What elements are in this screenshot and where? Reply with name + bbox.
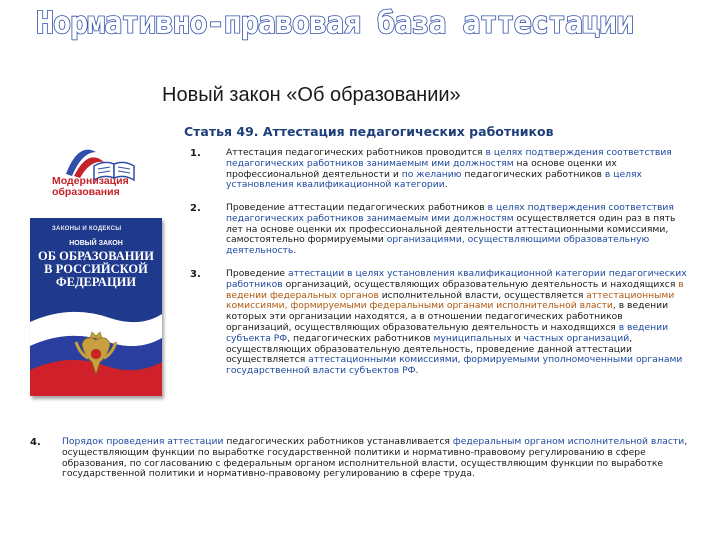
item-3-part1: Проведение — [226, 268, 288, 279]
item-3-part4: , в ведении которых эти организации находятся, а в отношении педагогических работников организаций, осуществляющих образовательную деятельность и находящихся — [226, 300, 669, 333]
article-heading: Статья 49. Аттестация педагогических работников — [184, 124, 554, 139]
item-3-part6: и — [511, 332, 524, 344]
book-title — [34, 250, 158, 289]
item-4-highlight1: Порядок проведения аттестации — [62, 436, 224, 447]
item-2-part3: . — [293, 245, 297, 257]
item-4-part2: , осуществляющим функции по выработке государственной политики и нормативно-правовому регулированию в сфере образования, по согласованию с федеральным органом исполнительной власти, осуществляющим функции по выработке государственной политики и нормативно-правовому регулированию в сфере труда. — [62, 436, 688, 480]
book-title-line2: В РОССИЙСКОЙ — [44, 262, 148, 276]
book-title-line3: ФЕДЕРАЦИИ — [55, 275, 137, 289]
item-3-highlight7: аттестационными комиссиями, формируемыми уполномоченными органами государственной власти субъектов РФ — [226, 354, 683, 377]
item-3-highlight2: в ведении федеральных органов — [226, 278, 684, 301]
item-1-highlight3: в целях установления квалификационной категории — [226, 168, 642, 191]
item-2-part1: Проведение аттестации педагогических работников — [226, 202, 488, 213]
item-4-highlight2: федеральным органом исполнительной власти — [452, 436, 685, 447]
item-2-text — [226, 203, 688, 257]
item-3-part3: исполнительной власти, осуществляется — [378, 289, 587, 301]
book-title-line1: ОБ ОБРАЗОВАНИИ — [38, 249, 154, 263]
book-flag-artwork — [30, 304, 162, 396]
item-3-highlight4: в ведении субъекта РФ — [226, 321, 669, 344]
book-series-tag: ЗАКОНЫ И КОДЕКСЫ — [52, 226, 122, 232]
item-1-part1: Аттестация педагогических работников проводится — [226, 147, 486, 158]
law-book-cover — [30, 218, 162, 396]
item-1-part4: . — [444, 179, 448, 191]
item-3-highlight1: аттестации в целях установления квалификационной категории педагогических работников — [226, 268, 687, 290]
item-1-highlight2: по желанию — [401, 168, 462, 180]
item-4-part1: педагогических работников устанавливается — [223, 436, 453, 447]
item-1-highlight1: в целях подтверждения соответствия педагогических работников занимаемым ими должностям — [226, 147, 672, 169]
item-3-highlight5: муниципальных — [433, 332, 512, 344]
logo-caption-line2: образования — [52, 186, 120, 198]
book-subtitle: НОВЫЙ ЗАКОН — [69, 240, 123, 247]
item-1-part3: педагогических работников — [461, 168, 605, 180]
item-3-text — [226, 269, 688, 377]
item-3-part8: . — [415, 365, 419, 377]
page-subtitle: Новый закон «Об образовании» — [162, 84, 461, 106]
page-banner-title: Нормативно-правовая база аттестации — [36, 6, 634, 41]
item-4-text — [62, 437, 698, 480]
item-3-part5: , педагогических работников — [287, 332, 434, 344]
item-2-number: 2. — [190, 203, 201, 214]
item-1-part2: на основе оценки их профессиональной деятельности и — [226, 157, 617, 180]
item-3-part2: организаций, осуществляющих образовательную деятельность и находящихся — [282, 278, 679, 290]
logo-caption — [52, 176, 162, 198]
modernization-logo — [44, 138, 156, 210]
item-4-number: 4. — [30, 437, 41, 448]
item-3-number: 3. — [190, 269, 201, 280]
item-3-highlight6: частных организаций — [523, 332, 630, 344]
item-1-text — [226, 148, 688, 191]
item-2-highlight1: в целях подтверждения соответствия педагогических работников занимаемым ими должностям — [226, 202, 674, 224]
item-3-highlight3: аттестационными комиссиями, формируемыми федеральными органами исполнительной власти — [226, 289, 675, 312]
item-2-part2: осуществляется один раз в пять лет на основе оценки их профессиональной деятельности аттестационными комиссиями, самостоятельно формируемыми — [226, 212, 676, 246]
item-2-highlight2: организациями, осуществляющими образовательную деятельность — [226, 234, 650, 257]
logo-caption-line1: Модернизация — [52, 175, 129, 187]
item-3-part7: , осуществляющих образовательную деятельность, проведение данной аттестации осуществляется — [226, 332, 633, 366]
item-1-number: 1. — [190, 148, 201, 159]
